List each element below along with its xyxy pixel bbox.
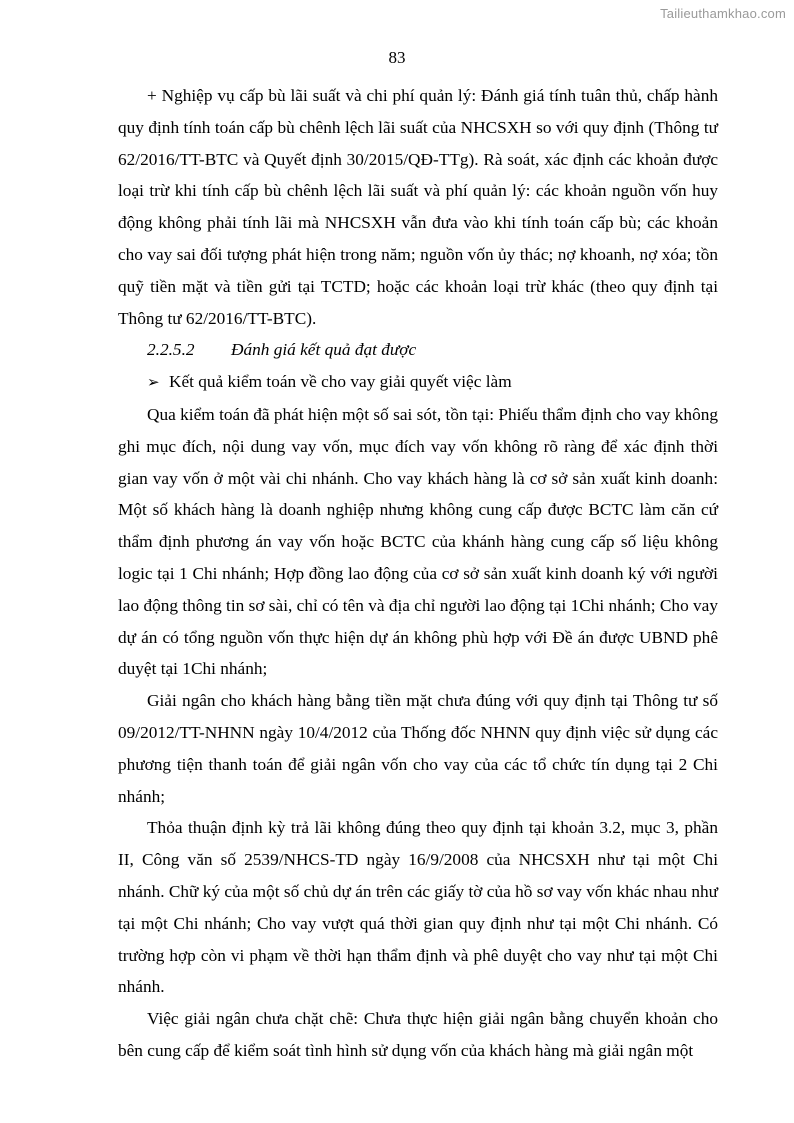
page-number: 83 bbox=[388, 48, 406, 67]
arrow-bullet-icon: ➢ bbox=[147, 373, 160, 392]
section-heading bbox=[118, 334, 718, 366]
paragraph-audit-findings: Qua kiểm toán đã phát hiện một số sai sót, tồn tại: Phiếu thẩm định cho vay không ghi mục đích, nội dung vay vốn, mục đích vay vốn không rõ ràng để xác định thời gian vay vốn ở một vài chi nhánh. Cho vay khách hàng là cơ sở sản xuất kinh doanh: Một số khách hàng là doanh nghiệp nhưng không cung cấp được BCTC làm căn cứ thẩm định phương án vay vốn hoặc BCTC của khánh hàng cung cấp số liệu không logic tại 1 Chi nhánh; Hợp đồng lao động của cơ sở sản xuất kinh doanh ký với người lao động thông tin sơ sài, chỉ có tên và địa chỉ người lao động tại 1Chi nhánh; Cho vay dự án có tổng nguồn vốn thực hiện dự án không phù hợp với Đề án được UBND phê duyệt tại 1Chi nhánh; bbox=[118, 404, 718, 679]
bullet-item bbox=[118, 366, 718, 399]
watermark: Tailieuthamkhao.com bbox=[660, 6, 786, 21]
section-title: Đánh giá kết quả đạt được bbox=[231, 340, 417, 360]
paragraph-interest-subsidy: + Nghiệp vụ cấp bù lãi suất và chi phí quản lý: Đánh giá tính tuân thủ, chấp hành quy định tính toán cấp bù chênh lệch lãi suất của NHCSXH so với quy định (Thông tư 62/2016/TT-BTC và Quyết định 30/2015/QĐ-TTg). Rà soát, xác định các khoản được loại trừ khi tính cấp bù chênh lệch lãi suất và phí quản lý: các khoản nguồn vốn huy động không phải tính lãi mà NHCSXH vẫn đưa vào khi tính toán cấp bù; các khoản cho vay sai đối tượng phát hiện trong năm; nguồn vốn ủy thác; nợ khoanh, nợ xóa; tồn quỹ tiền mặt và tiền gửi tại TCTD; hoặc các khoản loại trừ khác (theo quy định tại Thông tư 62/2016/TT-BTC). bbox=[118, 86, 718, 328]
section-number: 2.2.5.2 bbox=[147, 340, 195, 360]
paragraph-interest-agreement: Thỏa thuận định kỳ trả lãi không đúng theo quy định tại khoản 3.2, mục 3, phần II, Công văn số 2539/NHCS-TD ngày 16/9/2008 của NHCSXH như tại một Chi nhánh. Chữ ký của một số chủ dự án trên các giấy tờ của hồ sơ vay vốn khác nhau như tại một Chi nhánh; Cho vay vượt quá thời gian quy định như tại một Chi nhánh. Có trường hợp còn vi phạm về thời hạn thẩm định và phê duyệt cho vay như tại một Chi nhánh. bbox=[118, 818, 718, 997]
document-body bbox=[118, 80, 718, 1067]
paragraph-disbursement-control: Việc giải ngân chưa chặt chẽ: Chưa thực hiện giải ngân bằng chuyển khoản cho bên cung cấp để kiểm soát tình hình sử dụng vốn của khách hàng mà giải ngân một bbox=[118, 1009, 718, 1060]
paragraph-cash-disbursement: Giải ngân cho khách hàng bằng tiền mặt chưa đúng với quy định tại Thông tư số 09/2012/TT-NHNN ngày 10/4/2012 của Thống đốc NHNN quy định việc sử dụng các phương tiện thanh toán để giải ngân vốn cho vay của các tổ chức tín dụng tại 2 Chi nhánh; bbox=[118, 691, 718, 806]
bullet-text: Kết quả kiểm toán về cho vay giải quyết việc làm bbox=[169, 372, 512, 392]
